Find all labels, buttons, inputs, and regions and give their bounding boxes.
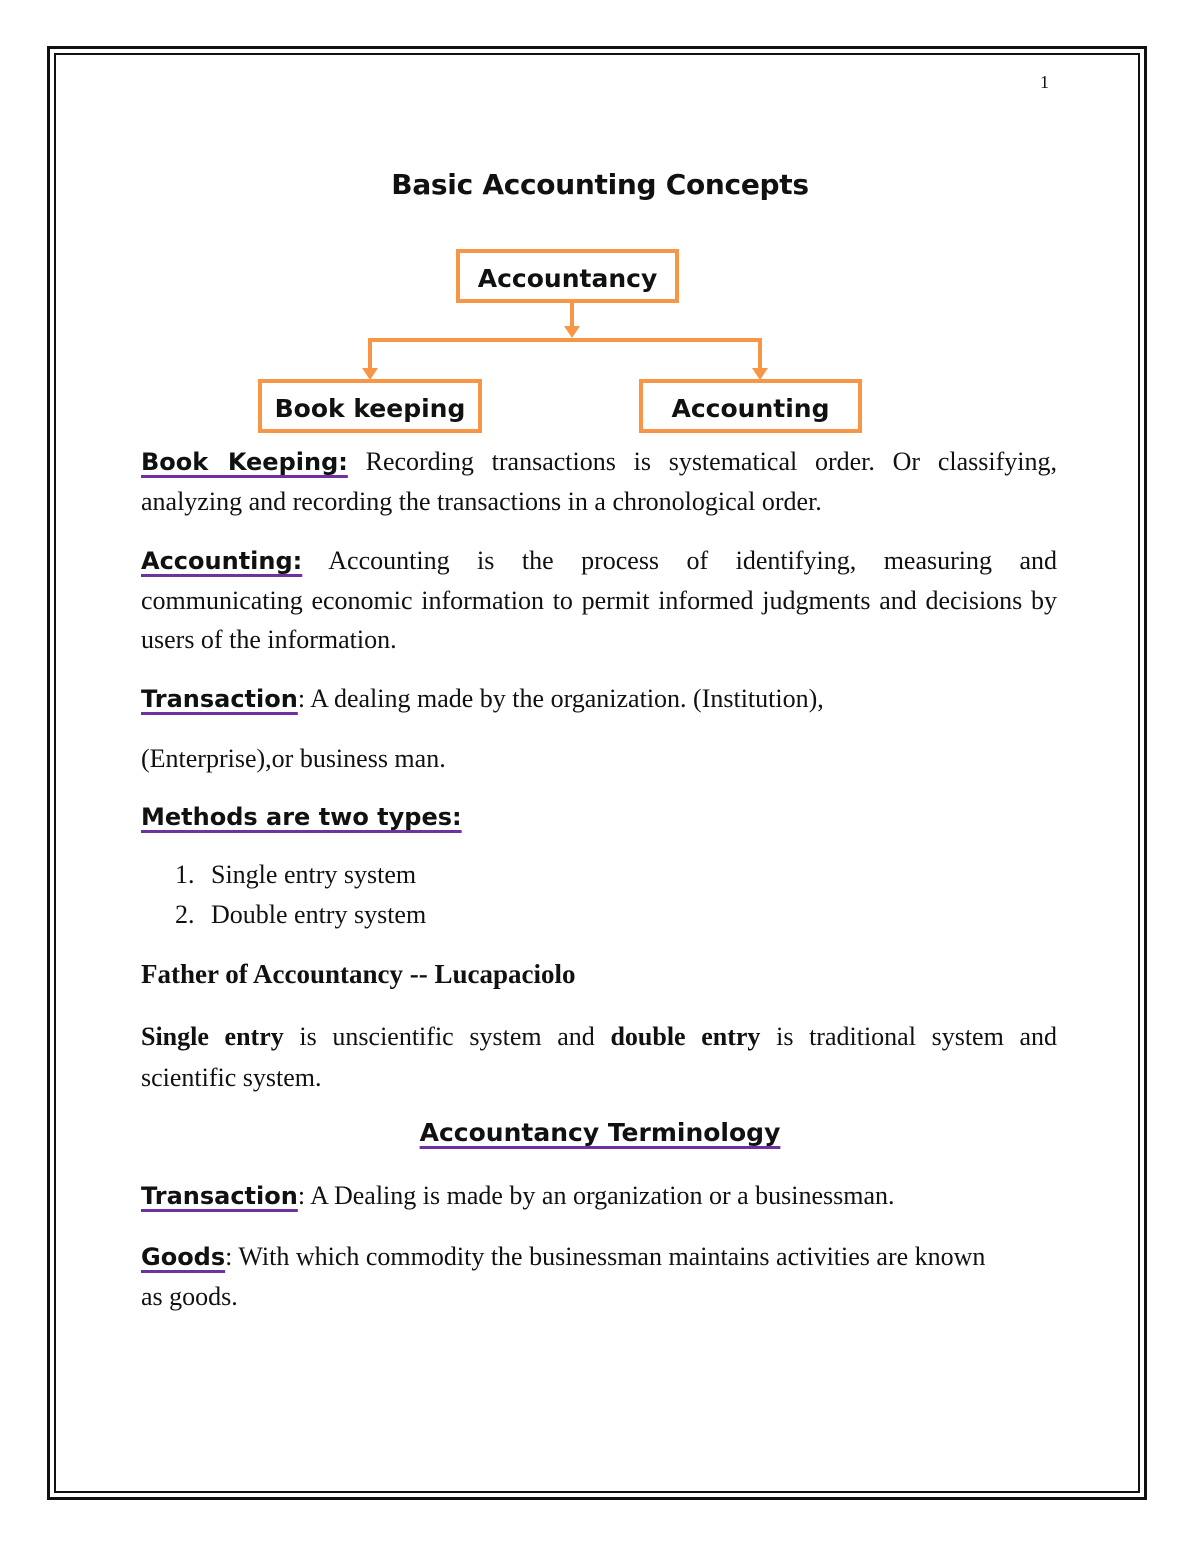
methods-heading-row bbox=[141, 797, 1057, 837]
methods-heading: Methods are two types: bbox=[141, 803, 462, 831]
entry-bold-double: double entry bbox=[610, 1022, 761, 1051]
terminology-transaction-text: : A Dealing is made by an organization or a businessman. bbox=[297, 1181, 895, 1210]
terminology-goods-text: : With which commodity the businessman maintains activities are known as goods. bbox=[141, 1242, 986, 1311]
list-item-number: 2. bbox=[175, 900, 195, 929]
diagram-box-accounting: Accounting bbox=[639, 379, 862, 433]
term-goods: Goods bbox=[141, 1243, 226, 1271]
connector-horizontal bbox=[370, 340, 760, 374]
diagram-box-accountancy: Accountancy bbox=[456, 249, 679, 303]
term-book-keeping: Book Keeping: bbox=[141, 448, 348, 476]
diagram-connectors bbox=[0, 0, 1200, 400]
father-of-accountancy: Father of Accountancy -- Lucapaciolo bbox=[141, 959, 576, 989]
terminology-heading-row bbox=[0, 1118, 1200, 1147]
definition-transaction bbox=[141, 679, 1057, 719]
entry-bold-single: Single entry bbox=[141, 1022, 284, 1051]
definition-transaction-line2: (Enterprise),or business man. bbox=[141, 744, 446, 773]
entry-statement bbox=[141, 1016, 1057, 1098]
list-item-label: Double entry system bbox=[211, 900, 427, 929]
definition-book-keeping-text: Recording transactions is systematical order. Or classifying, analyzing and recording the transactions in a chronological order. bbox=[141, 447, 1057, 516]
list-item bbox=[175, 855, 426, 895]
terminology-transaction bbox=[141, 1176, 1057, 1216]
methods-list bbox=[175, 855, 426, 935]
definition-accounting bbox=[141, 541, 1057, 659]
definition-book-keeping bbox=[141, 442, 1057, 521]
list-item-label: Single entry system bbox=[211, 860, 417, 889]
list-item-number: 1. bbox=[175, 860, 195, 889]
page-title: Basic Accounting Concepts bbox=[391, 168, 809, 201]
diagram-box-book-keeping: Book keeping bbox=[258, 379, 482, 433]
entry-text-1: is unscientific system and bbox=[283, 1022, 611, 1051]
term-transaction: Transaction bbox=[141, 685, 298, 713]
definition-accounting-text: Accounting is the process of identifying, measuring and communicating economic information to permit informed judgments and decisions by users of the information. bbox=[141, 546, 1057, 654]
terminology-goods bbox=[141, 1237, 1011, 1316]
term-transaction-2: Transaction bbox=[141, 1182, 298, 1210]
definition-transaction-text: : A dealing made by the organization. (Institution), bbox=[297, 684, 824, 713]
list-item bbox=[175, 895, 426, 935]
terminology-heading: Accountancy Terminology bbox=[419, 1118, 781, 1147]
entry-text-2: is traditional system and scientific system. bbox=[141, 1022, 1058, 1092]
arrow-root bbox=[564, 326, 580, 338]
page-number: 1 bbox=[1040, 72, 1049, 92]
term-accounting: Accounting: bbox=[141, 547, 303, 575]
